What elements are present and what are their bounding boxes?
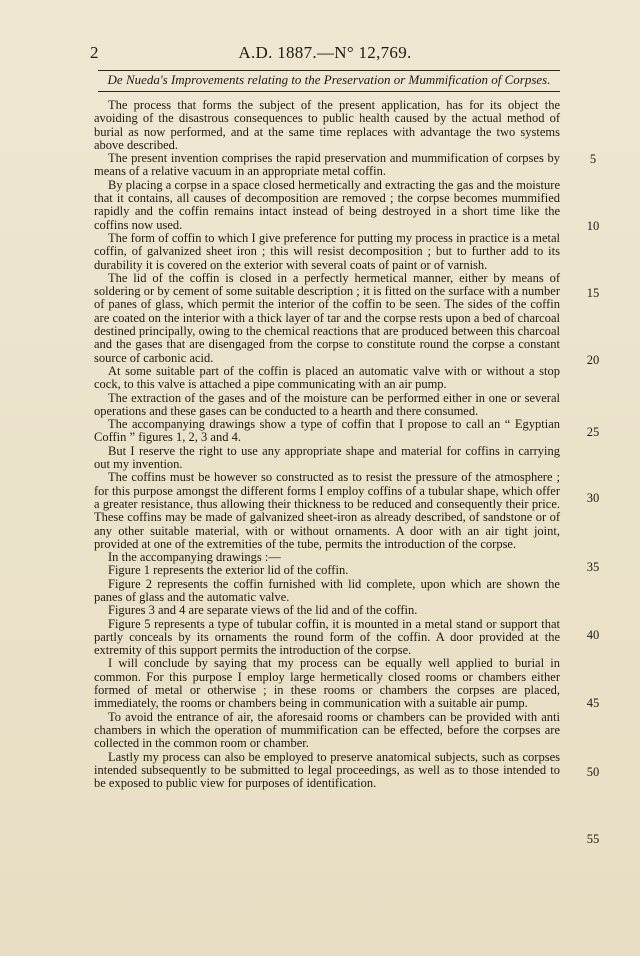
paragraph: Figure 5 represents a type of tubular coffin, it is mounted in a metal stand or support that partly conceals by its ornaments the round form of the coffin. A door provided at the extremity of this support permits the introduction of the corpse. — [94, 616, 560, 658]
specification-body — [94, 99, 560, 790]
paragraph: By placing a corpse in a space closed hermetically and extracting the gas and the moisture that it contains, all causes of decomposition are removed ; the corpse becomes mummified rapidly and the coffin remains intact instead of being destroyed in a short time like the coffins now used. — [94, 177, 560, 232]
header-rule-top — [98, 70, 560, 71]
paragraph: The process that forms the subject of the present application, has for its object the avoiding of the disastrous consequences to public health caused by the actual method of burial as now performed, and at the same time replaces with advantage the two systems above described. — [94, 98, 560, 152]
paragraph: In the accompanying drawings :— — [108, 550, 281, 565]
line-number: 20 — [586, 353, 600, 367]
paragraph: But I reserve the right to use any appropriate shape and material for coffins in carrying out my invention. — [94, 443, 560, 472]
paragraph: The accompanying drawings show a type of coffin that I propose to call an “ Egyptian Coffin ” figures 1, 2, 3 and 4. — [94, 417, 560, 445]
line-number: 50 — [586, 765, 600, 779]
patent-title: A.D. 1887.—N° 12,769. — [238, 43, 412, 62]
page-header — [90, 43, 560, 65]
line-number: 55 — [586, 832, 600, 846]
line-number: 35 — [586, 560, 600, 574]
line-number: 10 — [586, 219, 600, 233]
line-number: 25 — [586, 425, 600, 439]
paragraph: The form of coffin to which I give preference for putting my process in practice is a metal coffin, of galvanized sheet iron ; this will resist decomposition ; but to further add to its durability it is covered on the exterior with several coats of paint or of varnish. — [94, 230, 560, 272]
line-number: 45 — [586, 696, 600, 710]
paragraph: The extraction of the gases and of the moisture can be performed either in one or several operations and these gases can be conducted to a hearth and there consumed. — [94, 390, 560, 418]
line-number: 15 — [586, 286, 600, 300]
paragraph: The present invention comprises the rapid preservation and mummification of corpses by means of a relative vacuum in an appropriate metal coffin. — [94, 151, 560, 179]
paragraph: Lastly my process can also be employed to preserve anatomical subjects, such as corpses intended subsequently to be submitted to legal proceedings, as well as to those intended to be exposed to public view for purposes of identification. — [94, 749, 560, 791]
running-subtitle: De Nueda's Improvements relating to the Preservation or Mummification of Corpses. — [107, 72, 551, 87]
paragraph: Figure 2 represents the coffin furnished with lid complete, upon which are shown the panes of glass and the automatic valve. — [94, 576, 560, 604]
paragraph: To avoid the entrance of air, the aforesaid rooms or chambers can be provided with anti chambers in which the operation of mummification can be effected, before the corpses are collected in the common room or chamber. — [94, 709, 560, 751]
paragraph: The lid of the coffin is closed in a perfectly hermetical manner, either by means of soldering or by cement of some suitable description ; it is fitted on the surface with a number of panes of glass, which permit the interior of the coffin to be seen. The sides of the coffin are coated on the interior with a thick layer of tar and the corpse rests upon a bed of charcoal destined principally, owing to the chemical reactions that are produced between this charcoal and the gases that are disengaged from the corpse to constitute round the corpse a constant source of carbonic acid. — [94, 270, 560, 365]
paragraph: I will conclude by saying that my process can be equally well applied to burial in common. For this purpose I employ large hermetically closed rooms or chambers either formed of metal or otherwise ; in these rooms or chambers the corpses are placed, immediately, the rooms or chambers being in communication with a suitable air pump. — [94, 656, 560, 711]
paragraph: The coffins must be however so constructed as to resist the pressure of the atmosphere ; for this purpose amongst the different forms I employ coffins of a tubular shape, which offer a greater resistance, thus allowing their thickness to be reduced and consequently their price. These coffins may be made of galvanized sheet-iron as already described, of sandstone or of any other suitable material, with or without ornaments. A door with an air tight joint, provided at one of the extremities of the tube, permits the introduction of the corpse. — [94, 470, 560, 551]
paragraph: At some suitable part of the coffin is placed an automatic valve with or without a stop cock, to this valve is attached a pipe communicating with an air pump. — [94, 363, 560, 392]
header-rule-bottom — [98, 91, 560, 92]
page-number: 2 — [90, 43, 99, 62]
line-number: 5 — [589, 152, 597, 166]
paragraph: Figures 3 and 4 are separate views of the lid and of the coffin. — [108, 603, 418, 618]
line-number: 30 — [586, 491, 600, 505]
line-number: 40 — [586, 628, 600, 642]
paragraph: Figure 1 represents the exterior lid of the coffin. — [108, 563, 349, 578]
